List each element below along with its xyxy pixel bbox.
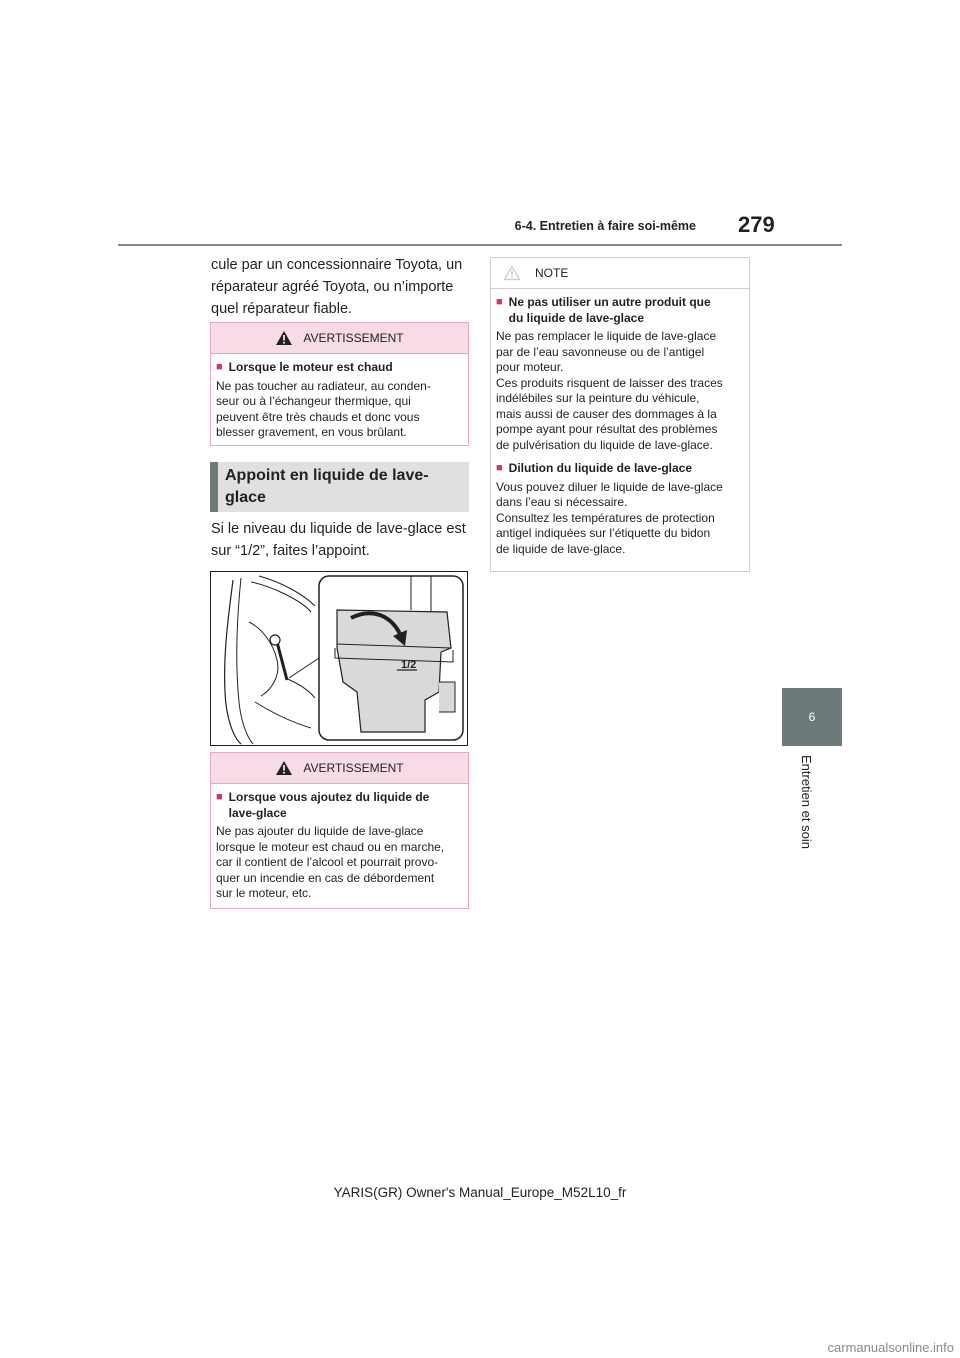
caution-outline-icon bbox=[503, 265, 521, 281]
text-line: Ces produits risquent de laisser des traces bbox=[496, 375, 723, 390]
text-line: cule par un concessionnaire Toyota, un bbox=[211, 257, 463, 273]
text-line: quer un incendie en cas de débordement bbox=[216, 870, 435, 885]
chapter-label: Entretien et soin bbox=[799, 755, 814, 849]
warning-box-hot-engine bbox=[210, 322, 469, 446]
text-line: Ne pas remplacer le liquide de lave-glace bbox=[496, 329, 717, 343]
warning-header bbox=[211, 323, 468, 354]
washer-reservoir-illustration bbox=[210, 571, 468, 746]
section-heading bbox=[210, 462, 469, 512]
intro-paragraph bbox=[211, 254, 473, 320]
header-divider bbox=[118, 244, 842, 246]
level-mark-label: 1/2 bbox=[401, 659, 417, 671]
text-line: pour moteur. bbox=[496, 360, 564, 374]
note-item-title: ■ Ne pas utiliser un autre produit que du liquide de lave-glace bbox=[496, 295, 711, 325]
text-line: quel réparateur fiable. bbox=[211, 301, 353, 317]
chapter-number: 6 bbox=[808, 710, 816, 724]
note-box bbox=[490, 257, 750, 572]
text-line: dans l’eau si nécessaire. bbox=[496, 495, 628, 509]
warning-title: AVERTISSEMENT bbox=[303, 331, 404, 345]
warning-text bbox=[216, 824, 458, 902]
warning-box-adding-fluid bbox=[210, 752, 469, 909]
heading-line: Appoint en liquide de lave- bbox=[225, 467, 429, 484]
note-title: NOTE bbox=[535, 266, 569, 280]
text-line: seur ou à l’échangeur thermique, qui bbox=[216, 394, 411, 408]
reservoir-drawing bbox=[211, 572, 467, 745]
text-line: lorsque le moteur est chaud ou en marche, bbox=[216, 839, 445, 854]
text-line: Ne pas toucher au radiateur, au conden- bbox=[216, 378, 431, 393]
text-line: antigel indiquées sur l’étiquette du bidon bbox=[496, 526, 711, 540]
square-bullet-icon: ■ bbox=[216, 791, 223, 803]
level-paragraph bbox=[211, 518, 473, 562]
warning-icon bbox=[275, 760, 293, 776]
text-line: sur le moteur, etc. bbox=[216, 886, 312, 900]
text-line: Vous pouvez diluer le liquide de lave-glace bbox=[496, 479, 723, 494]
warning-header bbox=[211, 753, 468, 784]
watermark: carmanualsonline.info bbox=[827, 1340, 954, 1355]
text-line: Consultez les températures de protection bbox=[496, 510, 715, 525]
text-line: de pulvérisation du liquide de lave-glace. bbox=[496, 437, 713, 452]
chapter-tab[interactable] bbox=[782, 688, 842, 746]
warning-item-title: ■ Lorsque vous ajoutez du liquide de lave-glace bbox=[216, 790, 430, 820]
text-line: sur “1/2”, faites l’appoint. bbox=[211, 543, 370, 559]
text-line: Ne pas ajouter du liquide de lave-glace bbox=[216, 824, 424, 838]
text-line: pompe ayant pour résultat des problèmes bbox=[496, 422, 718, 436]
text-line: par de l’eau savonneuse ou de l’antigel bbox=[496, 344, 705, 359]
text-line: Si le niveau du liquide de lave-glace est bbox=[211, 521, 466, 537]
square-bullet-icon: ■ bbox=[496, 296, 503, 308]
warning-title: AVERTISSEMENT bbox=[303, 761, 404, 775]
warning-item-title: ■ Lorsque le moteur est chaud bbox=[216, 360, 393, 374]
text-line: blesser gravement, en vous brûlant. bbox=[216, 425, 407, 439]
note-header bbox=[491, 258, 749, 289]
text-line: peuvent être très chauds et donc vous bbox=[216, 409, 420, 424]
square-bullet-icon: ■ bbox=[216, 361, 223, 373]
warning-icon bbox=[275, 330, 293, 346]
text-line: car il contient de l’alcool et pourrait provo- bbox=[216, 855, 439, 869]
note-text bbox=[496, 329, 739, 453]
text-line: réparateur agréé Toyota, ou n’importe bbox=[211, 279, 454, 295]
text-line: de liquide de lave-glace. bbox=[496, 541, 626, 556]
warning-text bbox=[216, 379, 458, 441]
note-item-title: ■ Dilution du liquide de lave-glace bbox=[496, 461, 693, 475]
text-line: mais aussi de causer des dommages à la bbox=[496, 406, 717, 421]
page-number: 279 bbox=[738, 212, 775, 237]
text-line: indélébiles sur la peinture du véhicule, bbox=[496, 391, 700, 405]
footer-manual-id: YARIS(GR) Owner's Manual_Europe_M52L10_fr bbox=[333, 1185, 627, 1200]
section-title: 6-4. Entretien à faire soi-même bbox=[514, 219, 696, 233]
square-bullet-icon: ■ bbox=[496, 462, 503, 474]
note-text bbox=[496, 480, 739, 558]
heading-line: glace bbox=[225, 489, 266, 506]
